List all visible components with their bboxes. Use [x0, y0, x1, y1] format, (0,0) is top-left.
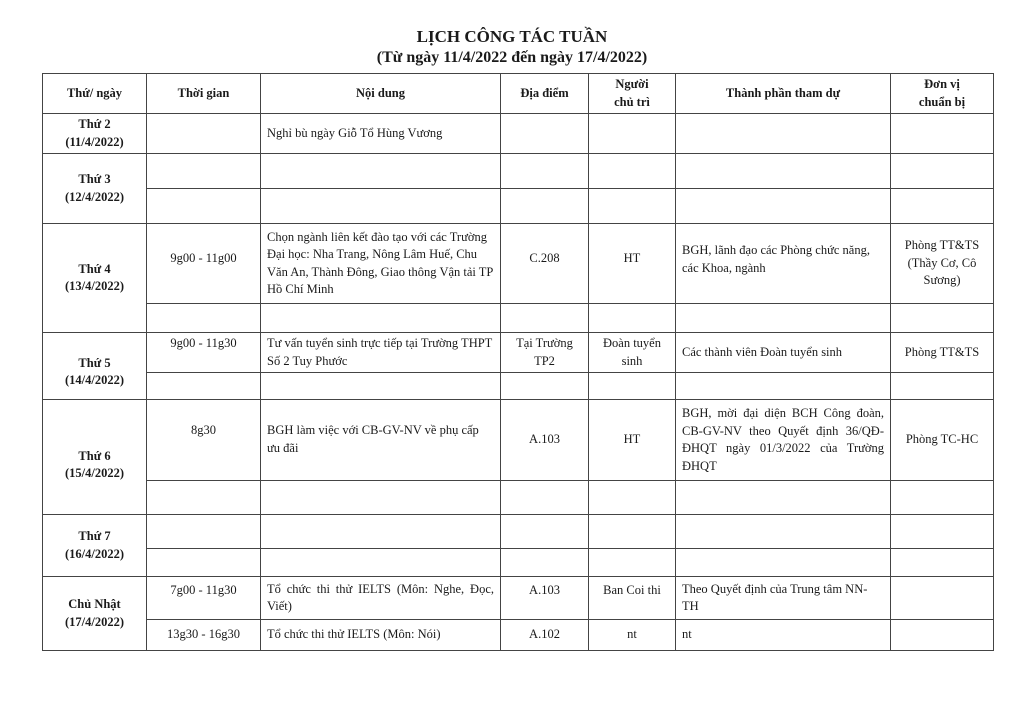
header-row — [43, 74, 994, 114]
participants-cell: Theo Quyết định của Trung tâm NN-TH — [676, 577, 891, 620]
table-row — [43, 577, 994, 620]
prep-cell — [891, 114, 994, 154]
location-cell: A.102 — [501, 620, 589, 651]
prep-cell — [891, 620, 994, 651]
participants-cell — [676, 304, 891, 333]
prep-cell — [891, 549, 994, 577]
location-cell: Tại Trường TP2 — [501, 333, 589, 373]
participants-cell — [676, 154, 891, 189]
host-cell — [589, 304, 676, 333]
participants-cell — [676, 114, 891, 154]
participants-cell — [676, 189, 891, 224]
participants-cell — [676, 515, 891, 549]
table-row — [43, 549, 994, 577]
document-subtitle: (Từ ngày 11/4/2022 đến ngày 17/4/2022) — [376, 49, 648, 66]
header-location: Địa điểm — [501, 74, 589, 114]
prep-cell — [891, 189, 994, 224]
table-row — [43, 154, 994, 189]
host-cell: nt — [589, 620, 676, 651]
time-cell: 9g00 - 11g30 — [147, 333, 261, 373]
day-cell: Thứ 2 (11/4/2022) — [43, 114, 147, 154]
prep-cell: Phòng TT&TS — [891, 333, 994, 373]
table-row — [43, 515, 994, 549]
content-cell: Tư vấn tuyển sinh trực tiếp tại Trường THPT Số 2 Tuy Phước — [261, 333, 501, 373]
day-cell: Thứ 7 (16/4/2022) — [43, 515, 147, 577]
host-cell: HT — [589, 400, 676, 481]
table-row — [43, 620, 994, 651]
prep-cell — [891, 577, 994, 620]
content-cell — [261, 189, 501, 224]
time-cell — [147, 373, 261, 400]
content-cell — [261, 373, 501, 400]
header-prep-unit: Đơn vị chuẩn bị — [891, 74, 994, 114]
table-row — [43, 333, 994, 373]
day-cell: Thứ 3 (12/4/2022) — [43, 154, 147, 224]
content-cell: Chọn ngành liên kết đào tạo với các Trường Đại học: Nha Trang, Nông Lâm Huế, Chu Văn An, Thành Đông, Giao thông Vận tải TP Hồ Chí Minh — [261, 224, 501, 304]
participants-cell — [676, 373, 891, 400]
location-cell — [501, 154, 589, 189]
header-participants: Thành phần tham dự — [676, 74, 891, 114]
participants-cell: nt — [676, 620, 891, 651]
content-cell — [261, 304, 501, 333]
prep-cell — [891, 481, 994, 515]
content-cell — [261, 481, 501, 515]
time-cell: 9g00 - 11g00 — [147, 224, 261, 304]
location-cell — [501, 304, 589, 333]
prep-cell — [891, 304, 994, 333]
time-cell — [147, 114, 261, 154]
participants-cell — [676, 549, 891, 577]
prep-cell — [891, 515, 994, 549]
host-cell — [589, 154, 676, 189]
time-cell: 8g30 — [147, 400, 261, 481]
day-cell: Thứ 6 (15/4/2022) — [43, 400, 147, 515]
prep-cell: Phòng TC-HC — [891, 400, 994, 481]
participants-cell — [676, 481, 891, 515]
host-cell: HT — [589, 224, 676, 304]
participants-cell: BGH, mời đại diện BCH Công đoàn, CB-GV-NV theo Quyết định 36/QĐ-ĐHQT ngày 01/3/2022 của Trường ĐHQT — [676, 400, 891, 481]
table-row — [43, 373, 994, 400]
time-cell — [147, 549, 261, 577]
day-cell: Chủ Nhật (17/4/2022) — [43, 577, 147, 651]
weekly-schedule-table — [42, 73, 994, 651]
document-title: LỊCH CÔNG TÁC TUẦN — [416, 27, 608, 46]
time-cell — [147, 481, 261, 515]
content-cell: BGH làm việc với CB-GV-NV về phụ cấp ưu đãi — [261, 400, 501, 481]
table-row — [43, 304, 994, 333]
location-cell — [501, 481, 589, 515]
day-cell: Thứ 4 (13/4/2022) — [43, 224, 147, 333]
host-cell — [589, 481, 676, 515]
content-cell: Tổ chức thi thử IELTS (Môn: Nói) — [261, 620, 501, 651]
location-cell: A.103 — [501, 577, 589, 620]
location-cell: C.208 — [501, 224, 589, 304]
participants-cell: Các thành viên Đoàn tuyển sinh — [676, 333, 891, 373]
header-content: Nội dung — [261, 74, 501, 114]
table-row — [43, 481, 994, 515]
location-cell — [501, 373, 589, 400]
content-cell: Tổ chức thi thử IELTS (Môn: Nghe, Đọc, Viết) — [261, 577, 501, 620]
host-cell — [589, 114, 676, 154]
host-cell — [589, 549, 676, 577]
prep-cell — [891, 154, 994, 189]
location-cell — [501, 549, 589, 577]
host-cell: Đoàn tuyển sinh — [589, 333, 676, 373]
host-cell — [589, 189, 676, 224]
content-cell: Nghỉ bù ngày Giỗ Tổ Hùng Vương — [261, 114, 501, 154]
header-day: Thứ/ ngày — [43, 74, 147, 114]
table-row — [43, 114, 994, 154]
host-cell — [589, 373, 676, 400]
host-cell: Ban Coi thi — [589, 577, 676, 620]
content-cell — [261, 154, 501, 189]
content-cell — [261, 549, 501, 577]
time-cell — [147, 515, 261, 549]
location-cell — [501, 189, 589, 224]
prep-cell — [891, 373, 994, 400]
time-cell — [147, 304, 261, 333]
header-host: Người chủ trì — [589, 74, 676, 114]
time-cell — [147, 189, 261, 224]
time-cell: 13g30 - 16g30 — [147, 620, 261, 651]
time-cell: 7g00 - 11g30 — [147, 577, 261, 620]
header-time: Thời gian — [147, 74, 261, 114]
prep-cell: Phòng TT&TS (Thầy Cơ, Cô Sương) — [891, 224, 994, 304]
content-cell — [261, 515, 501, 549]
time-cell — [147, 154, 261, 189]
location-cell — [501, 515, 589, 549]
location-cell — [501, 114, 589, 154]
participants-cell: BGH, lãnh đạo các Phòng chức năng, các Khoa, ngành — [676, 224, 891, 304]
table-row — [43, 189, 994, 224]
table-row — [43, 224, 994, 304]
host-cell — [589, 515, 676, 549]
day-cell: Thứ 5 (14/4/2022) — [43, 333, 147, 400]
table-row — [43, 400, 994, 481]
location-cell: A.103 — [501, 400, 589, 481]
